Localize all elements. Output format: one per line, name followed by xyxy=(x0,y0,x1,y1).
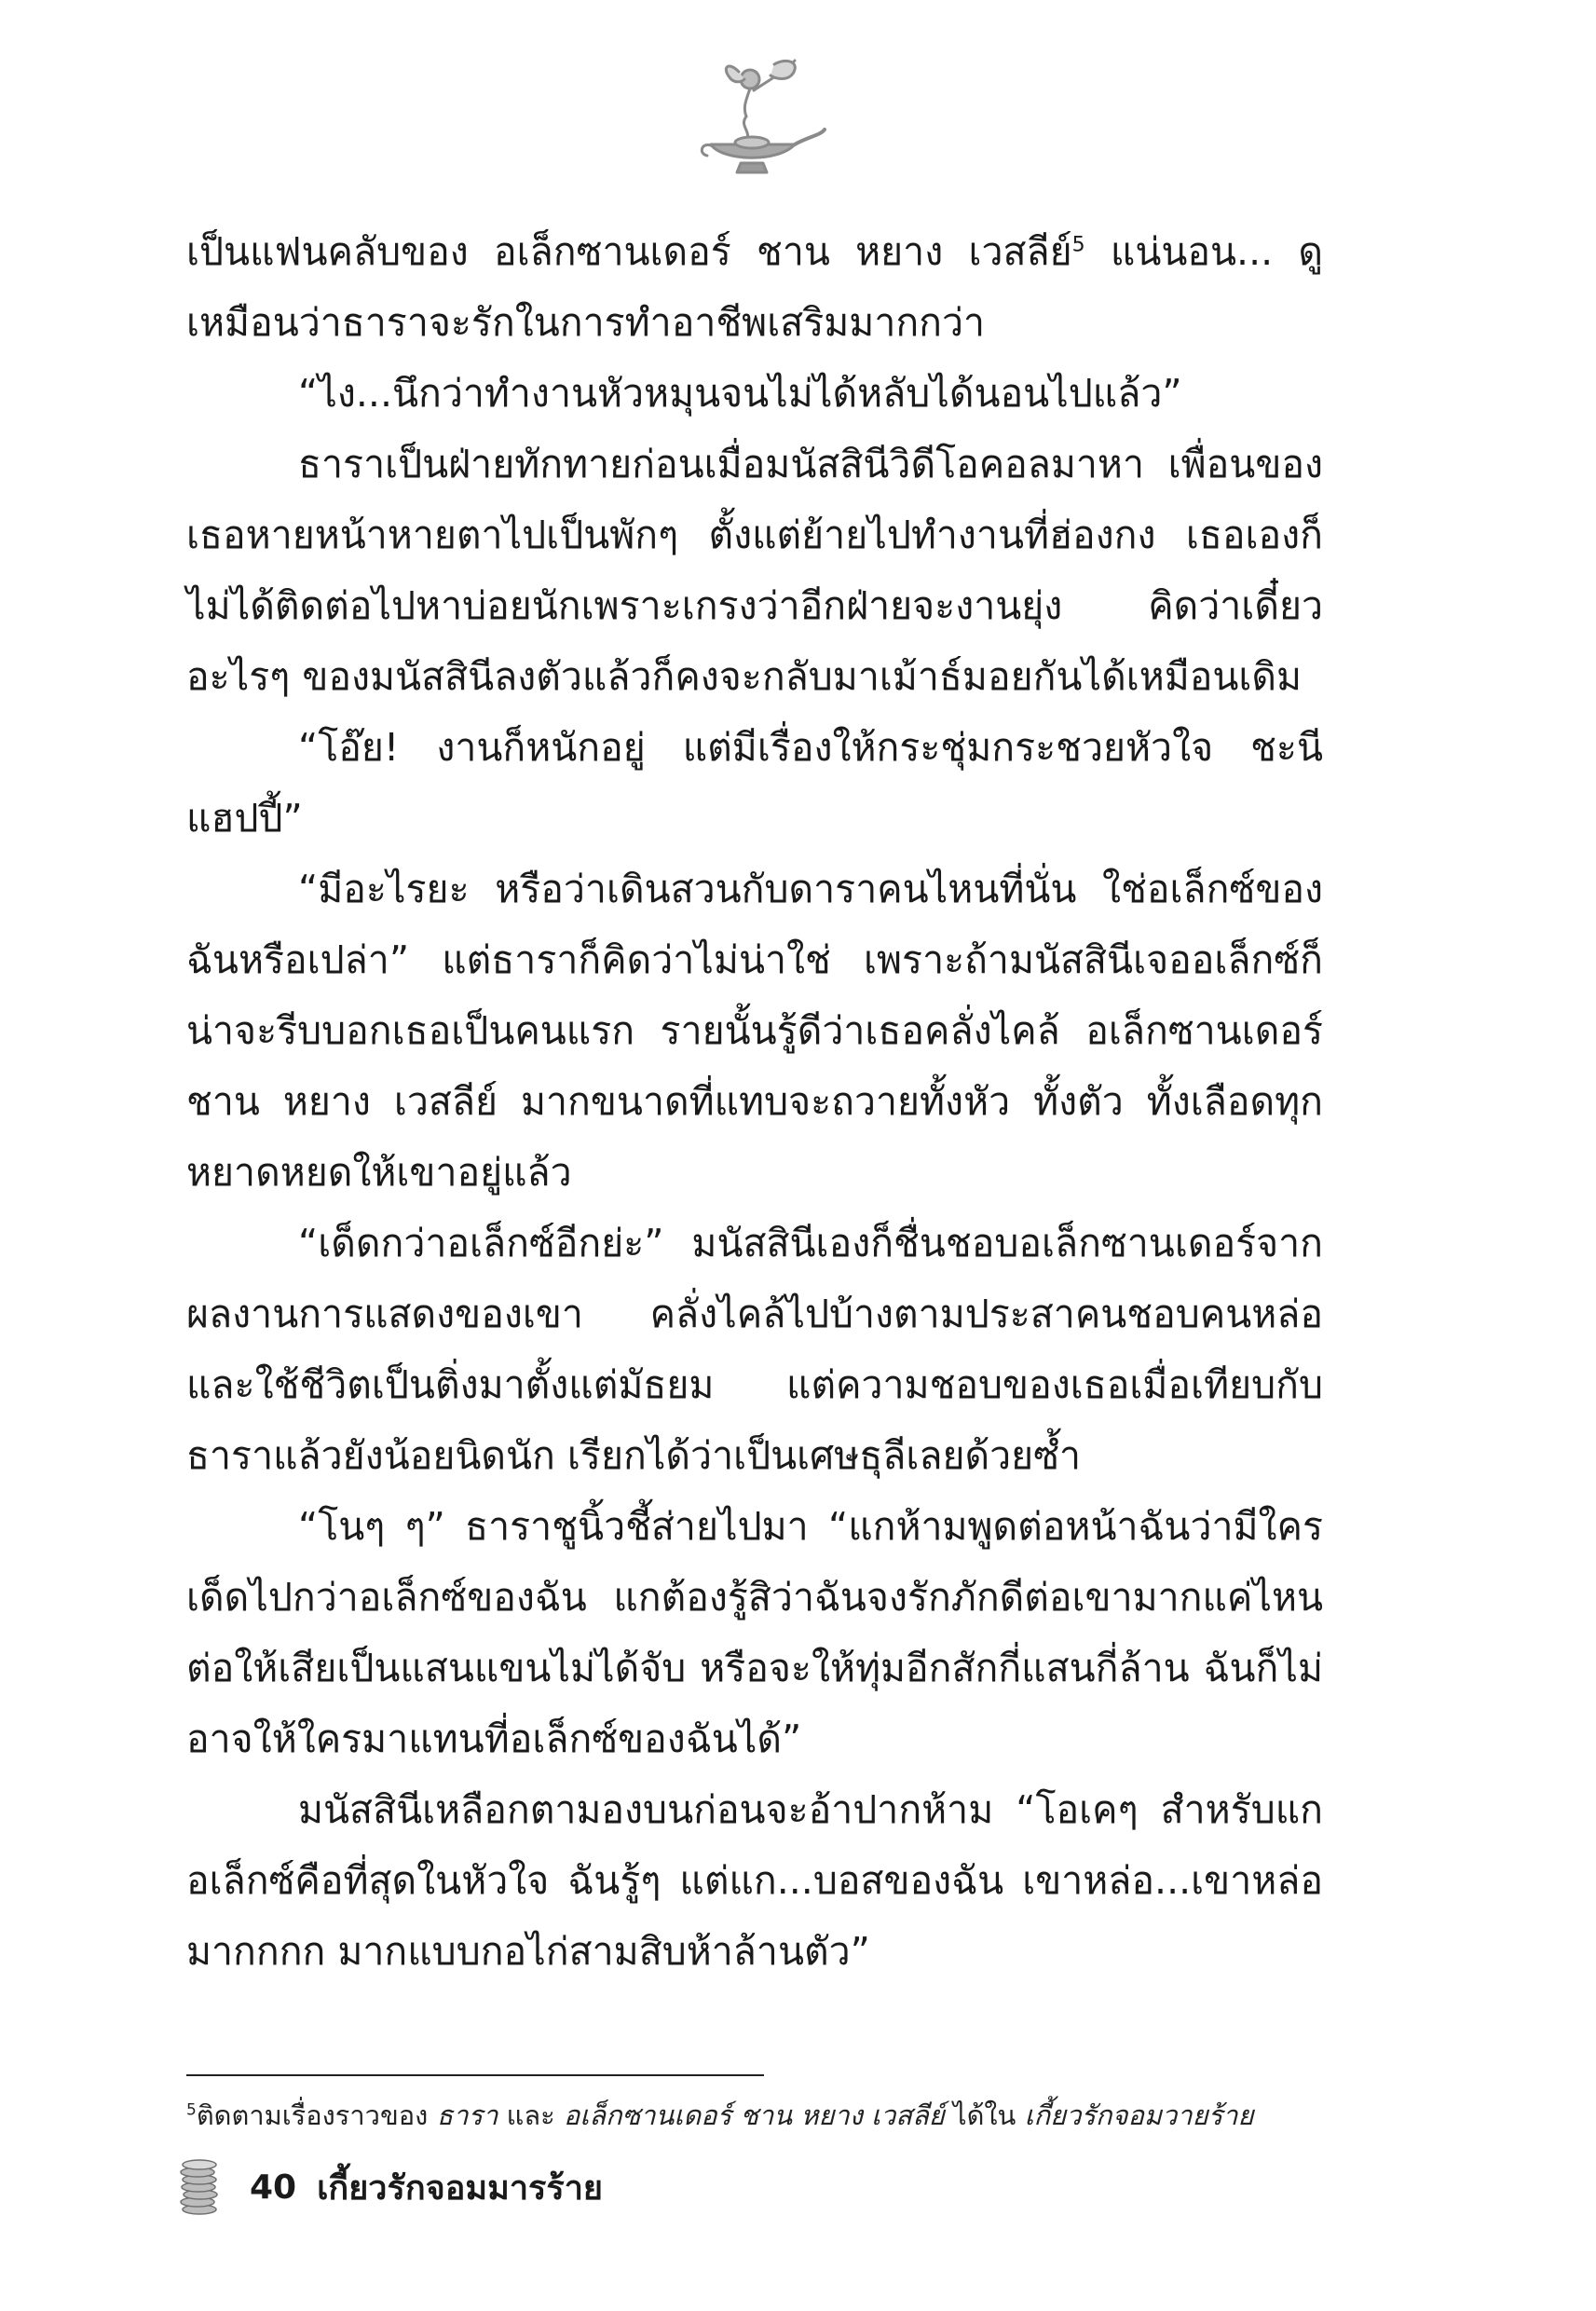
paragraph-7: “โนๆ ๆ” ธาราชูนิ้วชี้ส่ายไปมา “แกห้ามพูดต่อหน้าฉันว่ามีใครเด็ดไปกว่าอเล็กซ์ของฉัน แกต้องรู้สิว่าฉันจงรักภักดีต่อเขามากแค่ไหน ต่อให้เสียเป็นแสนแขนไม่ได้จับ หรือจะให้ทุ่มอีกสักกี่แสนกี่ล้าน ฉันก็ไม่อาจให้ใครมาแทนที่อเล็กซ์ของฉันได้” xyxy=(186,1504,1323,1761)
page-footer xyxy=(177,2154,603,2220)
footnote-book-title: เกี้ยวรักจอมวายร้าย xyxy=(1024,2099,1254,2131)
footnote-divider xyxy=(186,2074,764,2076)
paragraph-1: เป็นแฟนคลับของ อเล็กซานเดอร์ ชาน หยาง เวสลีย์$^5$ แน่นอน... ดูเหมือนว่าธาราจะรักในการทำอาชีพเสริมมากกว่า xyxy=(186,229,1323,345)
footnote-number: 5 xyxy=(186,2100,197,2120)
footnote-character-name: อเล็กซานเดอร์ ชาน หยาง เวสลีย์ xyxy=(563,2099,945,2131)
body-text xyxy=(186,216,1323,1987)
page-number: 40 xyxy=(250,2167,297,2207)
coin-stack-icon xyxy=(177,2157,222,2217)
paragraph-6: “เด็ดกว่าอเล็กซ์อีกย่ะ” มนัสสินีเองก็ชื่นชอบอเล็กซานเดอร์จากผลงานการแสดงของเขา คลั่งไคล้ไปบ้างตามประสาคนชอบคนหล่อและใช้ชีวิตเป็นติ่งมาตั้งแต่มัธยม แต่ความชอบของเธอเมื่อเทียบกับธาราแล้วยังน้อยนิดนัก เรียกได้ว่าเป็นเศษธุลีเลยด้วยซ้ำ xyxy=(186,1221,1323,1478)
paragraph-4: “โอ๊ย! งานก็หนักอยู่ แต่มีเรื่องให้กระชุ่มกระชวยหัวใจ ชะนีแฮปปี้” xyxy=(186,725,1323,841)
paragraph-2: “ไง...นึกว่าทำงานหัวหมุนจนไม่ได้หลับได้นอนไปแล้ว” xyxy=(298,371,1182,416)
footnote-character-name: ธารา xyxy=(436,2099,498,2131)
book-title: เกี้ยวรักจอมมารร้าย xyxy=(317,2168,604,2208)
paragraph-8: มนัสสินีเหลือกตามองบนก่อนจะอ้าปากห้าม “โอเคๆ สำหรับแกอเล็กซ์คือที่สุดในหัวใจ ฉันรู้ๆ แต่แก...บอสของฉัน เขาหล่อ...เขาหล่อมากกกก มากแบบกอไก่สามสิบห้าล้านตัว” xyxy=(186,1787,1323,1974)
genie-lamp-icon xyxy=(685,51,834,182)
footnote-reference: 5 xyxy=(1071,233,1085,257)
paragraph-5: “มีอะไรยะ หรือว่าเดินสวนกับดาราคนไหนที่นั่น ใช่อเล็กซ์ของฉันหรือเปล่า” แต่ธาราก็คิดว่าไม่น่าใช่ เพราะถ้ามนัสสินีเจออเล็กซ์ก็น่าจะรีบบอกเธอเป็นคนแรก รายนั้นรู้ดีว่าเธอคลั่งไคล้ อเล็กซานเดอร์ ชาน หยาง เวสลีย์ มากขนาดที่แทบจะถวายทั้งหัว ทั้งตัว ทั้งเลือดทุกหยาดหยดให้เขาอยู่แล้ว xyxy=(186,867,1323,1195)
footnote: $^5$ติดตามเรื่องราวของ ธารา และ อเล็กซานเดอร์ ชาน หยาง เวสลีย์ ได้ใน เกี้ยวรักจอมวายร้าย xyxy=(186,2099,1254,2131)
paragraph-3: ธาราเป็นฝ่ายทักทายก่อนเมื่อมนัสสินีวิดีโอคอลมาหา เพื่อนของเธอหายหน้าหายตาไปเป็นพักๆ ตั้งแต่ย้ายไปทำงานที่ฮ่องกง เธอเองก็ไม่ได้ติดต่อไปหาบ่อยนักเพราะเกรงว่าอีกฝ่ายจะงานยุ่ง คิดว่าเดี๋ยวอะไรๆ ของมนัสสินีลงตัวแล้วก็คงจะกลับมาเม้าธ์มอยกันได้เหมือนเดิม xyxy=(186,442,1323,699)
